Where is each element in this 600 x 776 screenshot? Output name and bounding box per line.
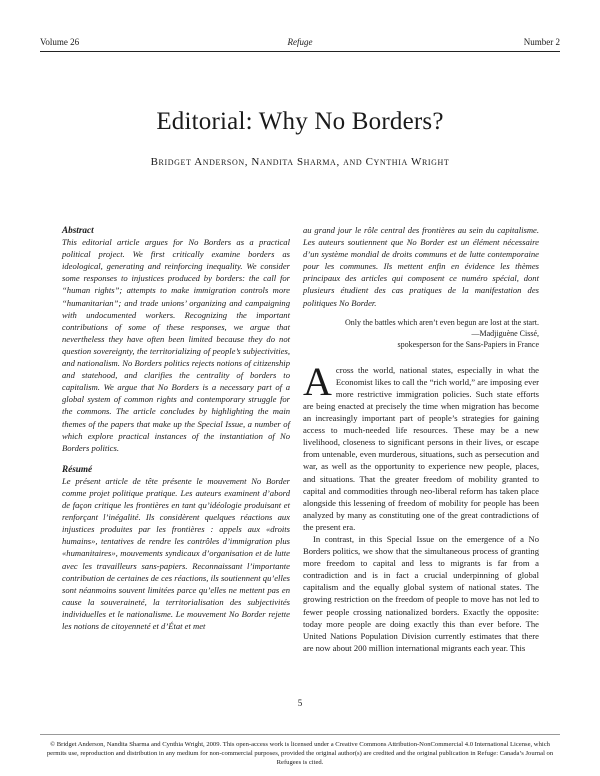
right-column: [303, 224, 539, 654]
body-paragraph-2: In contrast, in this Special Issue on the emergence of a No Borders politics, we show that the simultaneous process of granting more freedom to capital and less to migrants is far from a contradiction and is in fact a crucial underpinning of global capitalism and the equally global system of national states. The growing restriction on the freedom of people to move has not led to fewer people crossing nationalized borders. Exactly the opposite: today more people are doing exactly this than ever before. The United Nations Population Division currently estimates that there are now about 200 million international migrants each year. This: [303, 533, 539, 653]
resume-text: Le présent article de tête présente le mouvement No Border comme projet politique pratique. Les auteurs examinent d’abord de façon critique les frontières en tant qu’idéologie produisant et renforçant l’inégalité. Ils considèrent quelques réactions aux injustices produites par les frontières : appels aux «droits humains», tentatives de rendre les contrôles d’immigration plus «humanitaires», mouvements syndicaux d’organisation et de lutte avec les travailleurs sans-papiers. Reconnaissant l’importante contribution de certaines de ces réactions, ils soutiennent qu’elles sont néanmoins souvent limitées parce qu’elles ne mettent pas en cause la souveraineté, la territorialisation des subjectivités individuelles et le nationalisme. Le mouvement No Border rejette les notions de citoyenneté et d’État et met: [62, 475, 290, 631]
body-paragraph-1-text: cross the world, national states, especially in what the Economist likes to call the “rich world,” are imposing ever more restrictive immigration policies. Such state efforts are being enacted at precisely the time when migration has become an increasingly important part of people’s strategies for gaining access to much-needed life resources. These may be a new livelihood, closeness to significant persons in their lives, or escape from untenable, even murderous, situations, such as persecution and war, as well as the opportunity to experience new people, places, and situations. That the greater freedom of mobility granted to capital and commodities through neo-liberal reform has taken place alongside this lessening of freedom of mobility for people has been analyzed by many as constituting one of the great contradictions of the present era.: [303, 364, 539, 532]
license-footer: © Bridget Anderson, Nandita Sharma and Cynthia Wright, 2009. This open-access work is licensed under a Creative Commons Attribution-NonCommercial 4.0 International License, which permits use, reproduction and distribution in any medium for non-commercial purposes, provided the original author(s) are credited and the original publication in Refuge: Canada’s Journal on Refugees is cited.: [46, 741, 554, 766]
abstract-column: [62, 224, 290, 641]
footer-rule: [40, 734, 560, 735]
abstract-heading: Abstract: [62, 225, 94, 235]
running-header: [40, 37, 560, 51]
header-rule: [40, 51, 560, 52]
epigraph-quote: Only the battles which aren’t even begun are lost at the start.: [344, 317, 539, 327]
epigraph-role: spokesperson for the Sans-Papiers in France: [397, 339, 539, 349]
resume-heading: Résumé: [62, 463, 93, 474]
epigraph-attribution: —Madjiguène Cissé,: [471, 328, 539, 338]
issue-number: Number 2: [523, 37, 560, 47]
article-title: Editorial: Why No Borders?: [156, 108, 444, 135]
author-list: Bridget Anderson, Nandita Sharma, and Cynthia Wright: [150, 156, 450, 168]
drop-cap: A: [303, 358, 332, 404]
body-paragraph-1: [303, 358, 539, 533]
epigraph: [303, 317, 539, 350]
volume-label: Volume 26: [40, 37, 80, 47]
journal-name: Refuge: [287, 37, 313, 47]
page-number: 5: [297, 698, 303, 708]
resume-continued: au grand jour le rôle central des frontières au sein du capitalisme. Les auteurs soutiennent que No Border est un élément nécessaire d’un système mondial de droits communs et de lutte contemporaine pour les communes. Ils mettent enfin en évidence les thèmes principaux des articles qui composent ce numéro spécial, dont plusieurs étudient des cas pratiques de la manifestation des politiques No Border.: [303, 225, 539, 308]
abstract-text: This editorial article argues for No Borders as a practical political project. We first critically examine borders as ideological, generating and reinforcing inequality. We consider some responses to injustices produced by borders: the call for “human rights”; attempts to make immigration controls more “humanitarian”; and trade unions’ organizing and campaigning with undocumented workers. Recognizing the important contributions of some of these responses, we argue that nevertheless they have often been limited because they do not question sovereignty, the territorializing of people’s subjectivities, and nationalism. No Borders politics rejects notions of citizenship and statehood, and clarifies the centrality of borders to capitalism. We argue that No Borders is a necessary part of a global system of common rights and contemporary struggle for the commons. The article concludes by highlighting the main themes of the papers that make up the Special Issue, a number of which explore practical instances of the instantiation of No Borders politics.: [62, 237, 290, 453]
article-body: [303, 358, 539, 654]
